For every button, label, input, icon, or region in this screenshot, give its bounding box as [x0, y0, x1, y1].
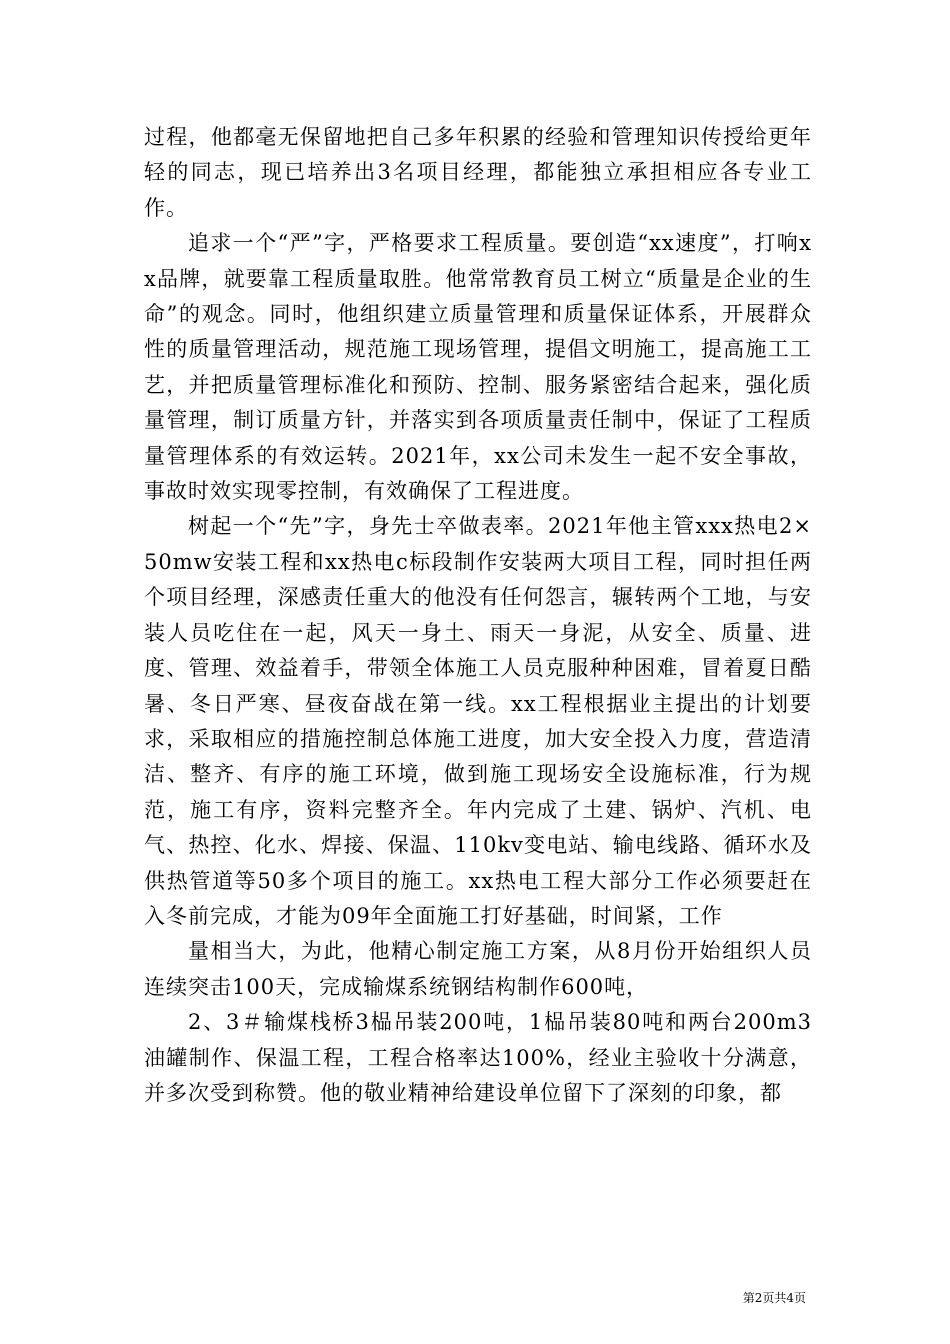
paragraph-3: 树起一个“先”字，身先士卒做表率。2021年他主管xxx热电2×50mw安装工程和xx热电c标段制作安装两大项目工程，同时担任两个项目经理，深感责任重大的他没有任何怨言，辗转两个工地，与安装人员吃住在一起，风天一身土、雨天一身泥，从安全、质量、进度、管理、效益着手，带领全体施工人员克服种种困难，冒着夏日酷暑、冬日严寒、昼夜奋战在第一线。xx工程根据业主提出的计划要求，采取相应的措施控制总体施工进度，加大安全投入力度，营造清洁、整齐、有序的施工环境，做到施工现场安全设施标准，行为规范，施工有序，资料完整齐全。年内完成了土建、锅炉、汽机、电气、热控、化水、焊接、保温、110kv变电站、输电线路、循环水及供热管道等50多个项目的施工。xx热电工程大部分工作必须要赶在入冬前完成，才能为09年全面施工打好基础，时间紧，工作	[144, 514, 812, 928]
page-number: 第2页共4页	[742, 1291, 806, 1305]
paragraph-4: 量相当大，为此，他精心制定施工方案，从8月份开始组织人员连续突击100天，完成输煤系统钢结构制作600吨，	[144, 939, 812, 999]
paragraph-2: 追求一个“严”字，严格要求工程质量。要创造“xx速度”，打响xx品牌，就要靠工程质量取胜。他常常教育员工树立“质量是企业的生命”的观念。同时，他组织建立质量管理和质量保证体系，开展群众性的质量管理活动，规范施工现场管理，提倡文明施工，提高施工工艺，并把质量管理标准化和预防、控制、服务紧密结合起来，强化质量管理，制订质量方针，并落实到各项质量责任制中，保证了工程质量管理体系的有效运转。2021年，xx公司未发生一起不安全事故，事故时效实现零控制，有效确保了工程进度。	[144, 231, 812, 504]
document-body	[144, 120, 812, 1111]
paragraph-1: 过程，他都毫无保留地把自己多年积累的经验和管理知识传授给更年轻的同志，现已培养出3名项目经理，都能独立承担相应各专业工作。	[144, 125, 812, 220]
paragraph-5: 2、3＃输煤栈桥3榀吊装200吨，1榀吊装80吨和两台200m3油罐制作、保温工程，工程合格率达100%，经业主验收十分满意，并多次受到称赞。他的敬业精神给建设单位留下了深刻的印象，都	[144, 1010, 812, 1105]
